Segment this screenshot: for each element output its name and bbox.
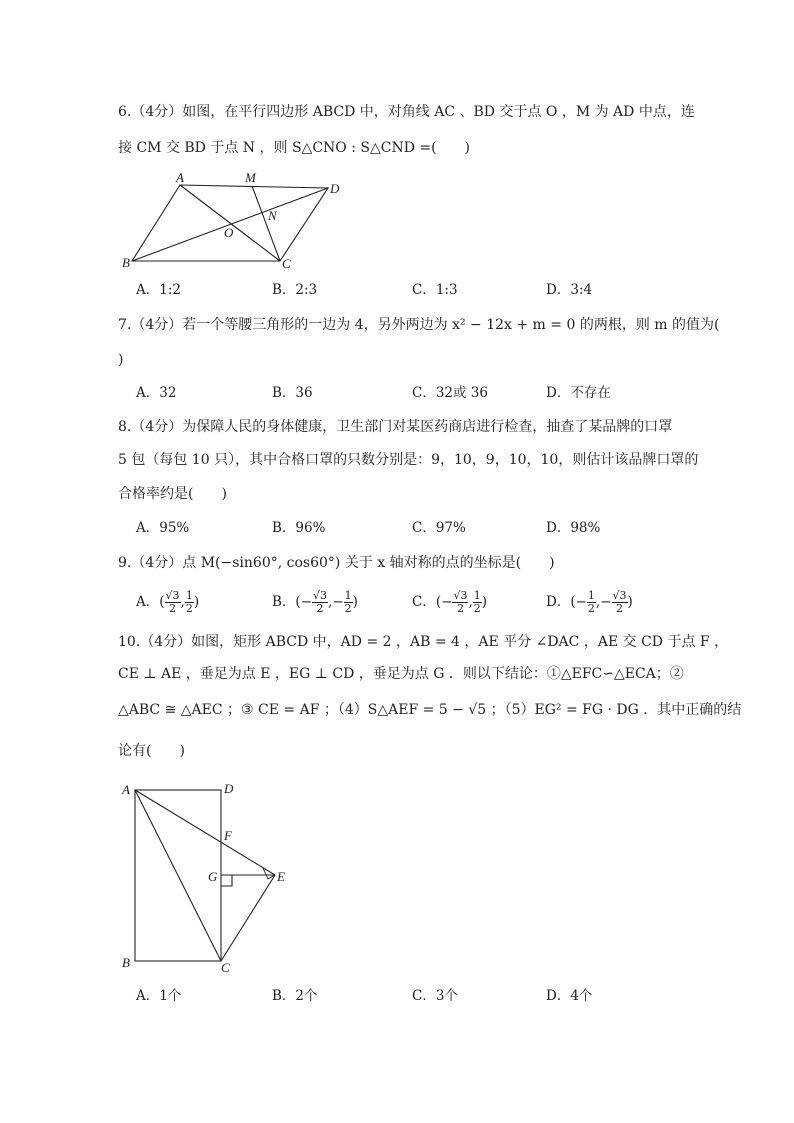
q9-option-d-frac2 (612, 590, 628, 615)
q10-label-e: E (277, 869, 285, 884)
q10-stem-line1: 10.（4分）如图，矩形 ABCD 中，AD = 2 ，AB = 4 ，AE 平分 ∠DAC ，AE 交 CD 于点 F ， (118, 634, 729, 650)
frac-den: 2 (169, 602, 177, 615)
frac-den: 2 (344, 602, 352, 615)
q9-option-d-open: (− (570, 594, 587, 610)
q9-option-d-sep: ,− (595, 594, 612, 610)
q9-option-a-sep: , (180, 594, 185, 610)
q6-label-o: O (224, 225, 234, 240)
q8-option-a[interactable]: A．95% (136, 520, 190, 536)
q9-option-a-frac1 (165, 590, 181, 615)
q9-option-c-sep: , (468, 594, 473, 610)
q10-label-g: G (208, 869, 218, 884)
q9-option-c-close: ) (481, 594, 488, 610)
q9-option-d[interactable] (546, 590, 633, 615)
q7-stem-line2: ) (118, 352, 124, 368)
q9-option-d-close: ) (627, 594, 633, 610)
q9-option-c-frac1 (452, 590, 468, 615)
q10-option-a[interactable]: A．1个 (136, 988, 182, 1004)
q6-label-m: M (245, 172, 256, 185)
frac-den: 2 (316, 602, 324, 615)
q9-option-b-sep: ,− (328, 594, 344, 610)
q6-label-a: A (176, 172, 184, 185)
frac-den: 2 (587, 602, 595, 615)
q9-option-b-open: (− (295, 594, 313, 610)
q7-option-d[interactable]: D．不存在 (546, 385, 611, 401)
frac-num: √3 (165, 589, 180, 602)
frac-num: 1 (185, 589, 193, 602)
frac-num: 1 (587, 589, 595, 602)
q9-option-a[interactable] (136, 590, 199, 615)
frac-den: 2 (473, 602, 481, 615)
frac-num: 1 (473, 589, 481, 602)
frac-num: √3 (453, 589, 468, 602)
q6-label-c: C (282, 256, 291, 271)
q6-parallelogram-figure (118, 172, 358, 272)
q10-label-f: F (224, 828, 232, 843)
q9-option-b-frac1 (312, 590, 328, 615)
q9-option-a-close: ) (193, 594, 200, 610)
q10-option-c[interactable]: C．3个 (412, 988, 458, 1004)
q10-label-d: D (224, 781, 234, 796)
q10-label-a: A (122, 782, 130, 797)
frac-den: 2 (616, 602, 624, 615)
q9-option-a-frac2 (185, 590, 194, 615)
frac-num: √3 (313, 589, 328, 602)
q9-option-c[interactable] (412, 590, 487, 615)
q6-option-b[interactable]: B．2:3 (272, 282, 318, 298)
q6-option-a[interactable]: A．1:2 (136, 282, 181, 298)
frac-den: 2 (456, 602, 464, 615)
q6-option-d[interactable]: D．3:4 (546, 282, 593, 298)
q6-option-c[interactable]: C．1:3 (412, 282, 458, 298)
q10-stem-line3: △ABC ≅ △AEC ；③ CE = AF ；（4）S△AEF = 5 − √5 ；（5）EG² = FG · DG ．其中正确的结 (118, 702, 742, 718)
q10-rectangle-figure (118, 778, 318, 978)
q9-option-d-letter: D． (546, 594, 571, 610)
q8-option-c[interactable]: C．97% (412, 520, 466, 536)
q8-stem-line2: 5 包（每包 10 只），其中合格口罩的只数分别是：9，10，9，10，10，则估计该品牌口罩的 (118, 452, 699, 468)
q10-stem-line2: CE ⊥ AE ，垂足为点 E ，EG ⊥ CD ，垂足为点 G ．则以下结论：①△EFC∽△ECA；② (118, 666, 684, 682)
q9-option-c-frac2 (473, 590, 482, 615)
frac-num: 1 (344, 589, 352, 602)
q8-option-d[interactable]: D．98% (546, 520, 601, 536)
q9-option-b-close: ) (352, 594, 358, 610)
q9-option-c-open: (− (435, 594, 453, 610)
q7-option-b[interactable]: B．36 (272, 385, 313, 401)
q7-option-a[interactable]: A．32 (136, 385, 177, 401)
frac-num: √3 (612, 589, 627, 602)
q8-option-b[interactable]: B．96% (272, 520, 326, 536)
q6-stem-line1: 6.（4分）如图，在平行四边形 ABCD 中，对角线 AC 、BD 交于点 O ，M 为 AD 中点，连 (118, 104, 695, 120)
q10-option-d[interactable]: D．4个 (546, 988, 593, 1004)
q9-stem-line1: 9.（4分）点 M(−sin60°, cos60°) 关于 x 轴对称的点的坐标是( ) (118, 555, 555, 571)
q6-label-b: B (122, 255, 130, 270)
q10-label-c: C (221, 960, 230, 975)
q8-stem-line1: 8.（4分）为保障人民的身体健康，卫生部门对某医药商店进行检查，抽查了某品牌的口罩 (118, 419, 673, 435)
q7-option-c[interactable]: C．32或 36 (412, 385, 488, 401)
q6-label-d: D (330, 181, 340, 196)
q9-option-c-letter: C． (412, 594, 436, 610)
q9-option-a-letter: A． (136, 594, 160, 610)
q9-option-b[interactable] (272, 590, 358, 615)
frac-den: 2 (185, 602, 193, 615)
q6-label-n: N (268, 208, 277, 223)
q10-option-b[interactable]: B．2个 (272, 988, 318, 1004)
q9-option-a-open: ( (159, 594, 165, 610)
q9-option-b-frac2 (344, 590, 353, 615)
q9-option-d-frac1 (587, 590, 596, 615)
q6-stem-line2: 接 CM 交 BD 于点 N ，则 S△CNO : S△CND =( ) (118, 140, 471, 156)
q7-stem-line1: 7.（4分）若一个等腰三角形的一边为 4，另外两边为 x² − 12x + m = 0 的两根，则 m 的值为( (118, 317, 720, 333)
q10-label-b: B (122, 955, 130, 970)
q9-option-b-letter: B． (272, 594, 296, 610)
q10-stem-line4: 论有( ) (118, 743, 185, 759)
q8-stem-line3: 合格率约是( ) (118, 486, 227, 502)
